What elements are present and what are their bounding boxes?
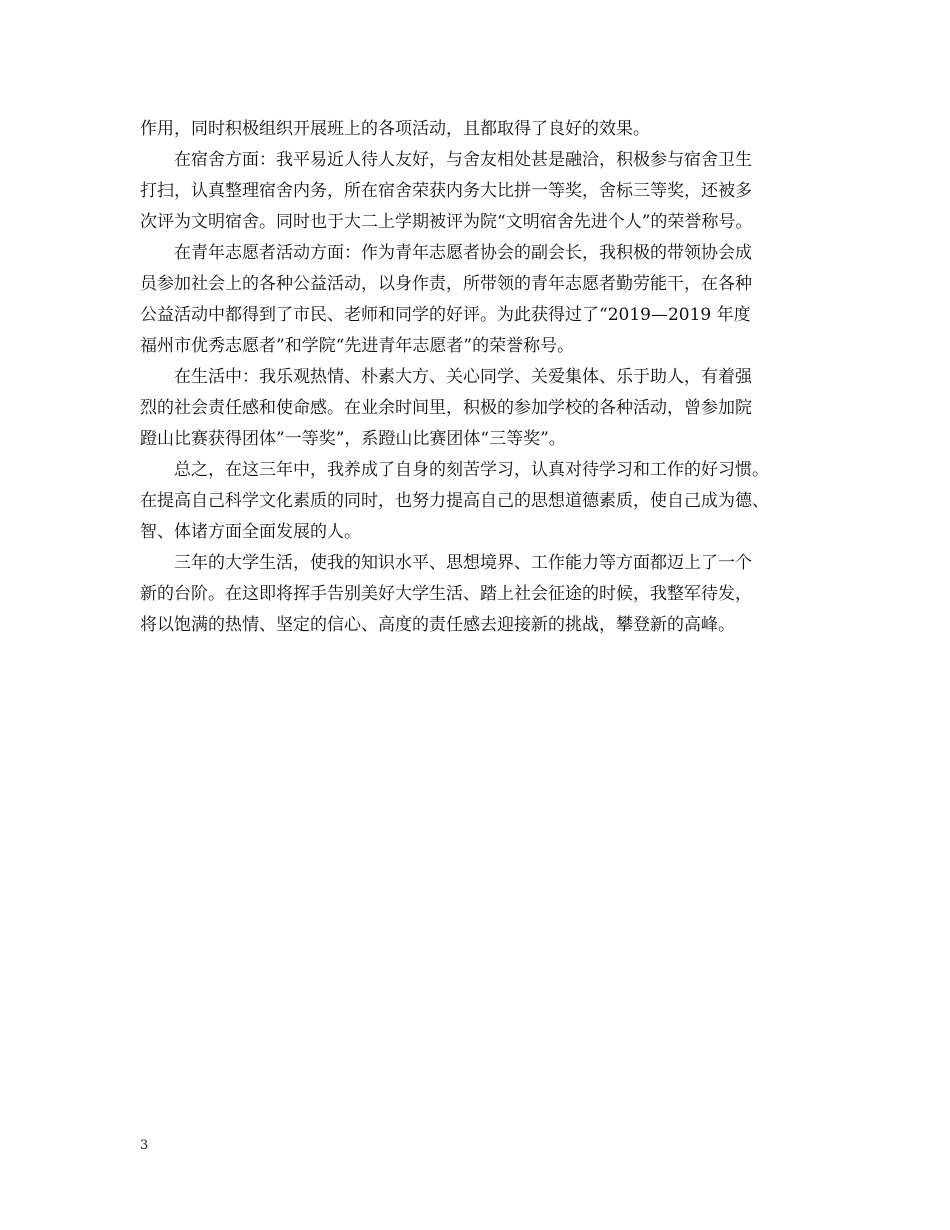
text-line: 在生活中：我乐观热情、朴素大方、关心同学、关爱集体、乐于助人，有着强 xyxy=(140,367,752,387)
page-number: 3 xyxy=(140,1138,149,1153)
text-line: 将以饱满的热情、坚定的信心、高度的责任感去迎接新的挑战，攀登新的高峰。 xyxy=(140,615,735,635)
document-body xyxy=(140,114,820,641)
text-line: 公益活动中都得到了市民、老师和同学的好评。为此获得过了“2019—2019 年度 xyxy=(140,305,751,325)
text-line: 次评为文明宿舍。同时也于大二上学期被评为院“文明宿舍先进个人”的荣誉称号。 xyxy=(140,212,753,232)
text-line: 智、体诸方面全面发展的人。 xyxy=(140,522,361,542)
text-line: 员参加社会上的各种公益活动，以身作责，所带领的青年志愿者勤劳能干，在各种 xyxy=(140,274,752,294)
text-line: 在提高自己科学文化素质的同时，也努力提高自己的思想道德素质，使自己成为德、 xyxy=(140,491,769,511)
text-line: 蹬山比赛获得团体”一等奖”，系蹬山比赛团体“三等奖”。 xyxy=(140,429,566,449)
text-line: 总之，在这三年中，我养成了自身的刻苦学习，认真对待学习和工作的好习惯。 xyxy=(140,460,769,480)
text-line: 打扫，认真整理宿舍内务，所在宿舍荣获内务大比拼一等奖，舍标三等奖，还被多 xyxy=(140,181,752,201)
text-line: 福州市优秀志愿者”和学院“先进青年志愿者”的荣誉称号。 xyxy=(140,336,575,356)
text-line: 在青年志愿者活动方面：作为青年志愿者协会的副会长，我积极的带领协会成 xyxy=(140,243,752,263)
text-line: 在宿舍方面：我平易近人待人友好，与舍友相处甚是融洽，积极参与宿舍卫生 xyxy=(140,150,752,170)
text-line: 烈的社会责任感和使命感。在业余时间里，积极的参加学校的各种活动，曾参加院 xyxy=(140,398,752,418)
text-line: 作用，同时积极组织开展班上的各项活动，且都取得了良好的效果。 xyxy=(140,119,650,139)
text-line: 三年的大学生活，使我的知识水平、思想境界、工作能力等方面都迈上了一个 xyxy=(140,553,752,573)
text-line: 新的台阶。在这即将挥手告别美好大学生活、踏上社会征途的时候，我整军待发， xyxy=(140,584,752,604)
